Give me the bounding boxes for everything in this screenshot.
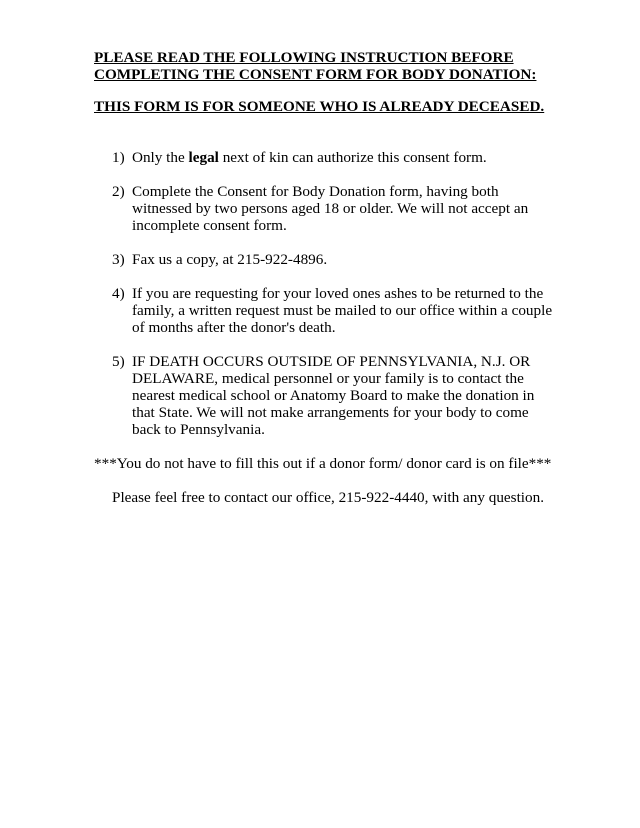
item-line: of months after the donor's death. — [132, 319, 336, 336]
instruction-item-1 — [112, 149, 552, 166]
heading-line-2: COMPLETING THE CONSENT FORM FOR BODY DONATION: — [94, 66, 537, 83]
donor-card-note: ***You do not have to fill this out if a donor form/ donor card is on file*** — [94, 455, 552, 472]
item-line — [132, 149, 552, 166]
item-number: 4) — [112, 285, 125, 302]
instruction-item-5 — [112, 353, 552, 438]
item-line: IF DEATH OCCURS OUTSIDE OF PENNSYLVANIA, N.J. OR — [132, 353, 531, 370]
item-line: Complete the Consent for Body Donation form, having both — [132, 183, 499, 200]
item-line: witnessed by two persons aged 18 or older. We will not accept an — [132, 200, 529, 217]
item-number: 1) — [112, 149, 125, 166]
item-line: Fax us a copy, at 215-922-4896. — [132, 251, 328, 268]
instruction-item-3 — [112, 251, 552, 268]
instruction-item-4 — [112, 285, 552, 336]
item-number: 2) — [112, 183, 125, 200]
instruction-item-2 — [112, 183, 552, 234]
item-line: DELAWARE, medical personnel or your family is to contact the — [132, 370, 524, 387]
item-number: 3) — [112, 251, 125, 268]
deceased-warning-heading: THIS FORM IS FOR SOMEONE WHO IS ALREADY DECEASED. — [94, 98, 545, 115]
item-line: back to Pennsylvania. — [132, 421, 265, 438]
item-text-before: Only the — [132, 149, 189, 166]
item-line: nearest medical school or Anatomy Board to make the donation in — [132, 387, 535, 404]
item-line: family, a written request must be mailed to our office within a couple — [132, 302, 553, 319]
item-line: incomplete consent form. — [132, 217, 287, 234]
item-text-bold: legal — [188, 149, 219, 166]
item-text-after: next of kin can authorize this consent form. — [218, 149, 487, 166]
item-line: If you are requesting for your loved ones ashes to be returned to the — [132, 285, 544, 302]
item-line: that State. We will not make arrangements for your body to come — [132, 404, 529, 421]
item-number: 5) — [112, 353, 125, 370]
heading-line-1: PLEASE READ THE FOLLOWING INSTRUCTION BEFORE — [94, 49, 514, 66]
contact-line: Please feel free to contact our office, 215-922-4440, with any question. — [112, 489, 545, 506]
